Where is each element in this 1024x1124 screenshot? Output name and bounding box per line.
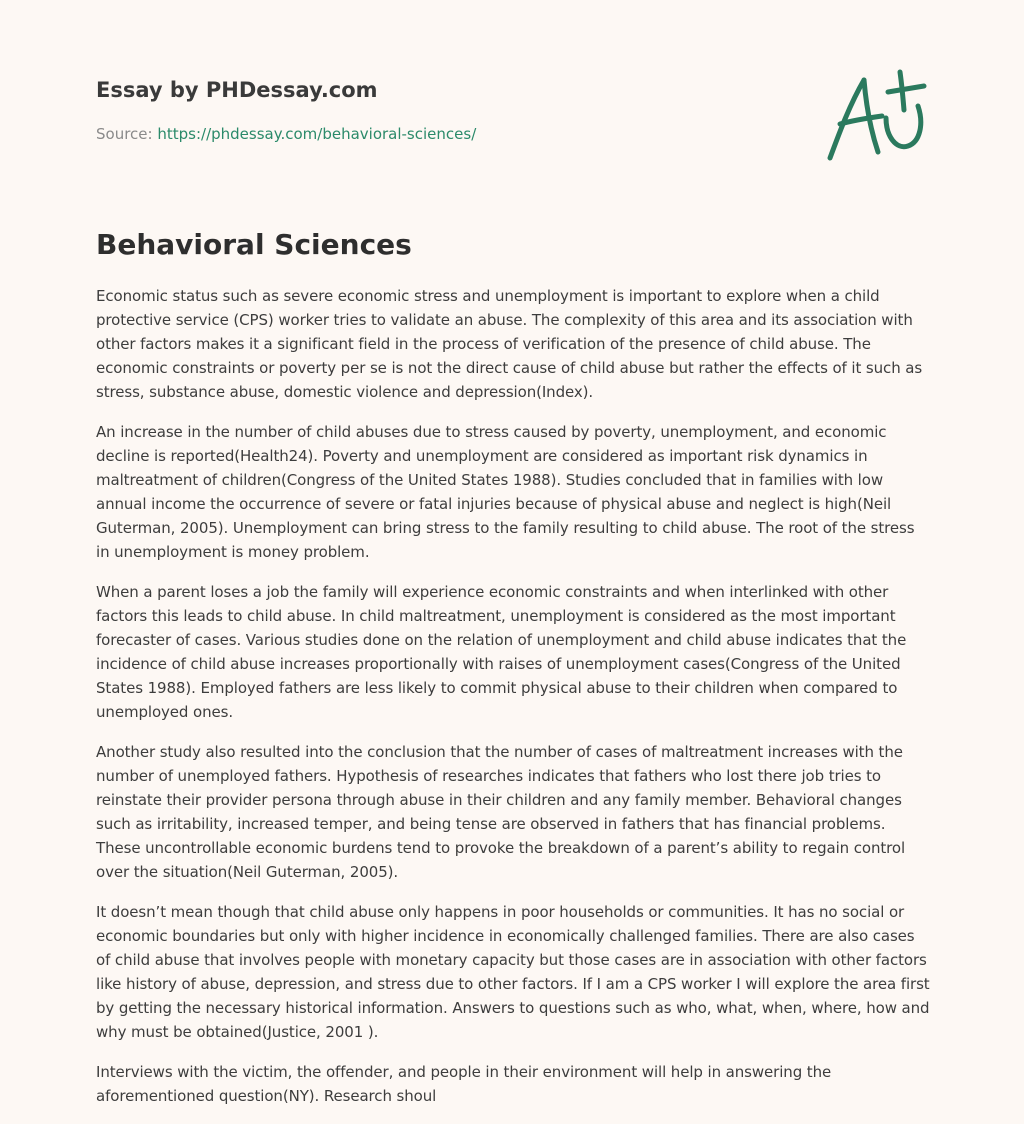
article-paragraph: An increase in the number of child abuses due to stress caused by poverty, unemployment, and economic decline is reported(Health24). Poverty and unemployment are considered as important risk dynamics in maltreatment of children(Congress of the United States 1988). Studies concluded that in families with low annual income the occurrence of severe or fatal injuries because of physical abuse and neglect is high(Neil Guterman, 2005). Unemployment can bring stress to the family resulting to child abuse. The root of the stress in unemployment is money problem. (96, 423, 915, 561)
source-link[interactable]: https://phdessay.com/behavioral-sciences/ (157, 125, 477, 143)
article-title: Behavioral Sciences (96, 228, 412, 261)
page-header (96, 76, 696, 144)
a-plus-logo-graphic (820, 66, 930, 166)
a-plus-logo-icon (820, 66, 930, 166)
article-paragraph: It doesn’t mean though that child abuse only happens in poor households or communities. It has no social or economic boundaries but only with higher incidence in economically challenged families. There are also cases of child abuse that involves people with monetary capacity but those cases are in association with other factors like history of abuse, depression, and stress due to other factors. If I am a CPS worker I will explore the area first by getting the necessary historical information. Answers to questions such as who, what, when, where, how and why must be obtained(Justice, 2001 ). (96, 903, 930, 1041)
article-body (96, 284, 932, 1124)
site-brand: Essay by PHDessay.com (96, 78, 378, 102)
article-paragraph: Another study also resulted into the conclusion that the number of cases of maltreatment increases with the number of unemployed fathers. Hypothesis of researches indicates that fathers who lost there job tries to reinstate their provider persona through abuse in their children and any family member. Behavioral changes such as irritability, increased temper, and being tense are observed in fathers that has financial problems. These uncontrollable economic burdens tend to provoke the breakdown of a parent’s ability to regain control over the situation(Neil Guterman, 2005). (96, 743, 906, 881)
source-label: Source: (96, 125, 153, 143)
article-paragraph: Economic status such as severe economic stress and unemployment is important to explore when a child protective service (CPS) worker tries to validate an abuse. The complexity of this area and its association with other factors makes it a significant field in the process of verification of the presence of child abuse. The economic constraints or poverty per se is not the direct cause of child abuse but rather the effects of it such as stress, substance abuse, domestic violence and depression(Index). (96, 287, 923, 401)
article-paragraph: Interviews with the victim, the offender, and people in their environment will help in answering the aforementioned question(NY). Research shoul (96, 1063, 832, 1105)
source-line (96, 124, 696, 144)
article-paragraph: When a parent loses a job the family will experience economic constraints and when interlinked with other factors this leads to child abuse. In child maltreatment, unemployment is considered as the most important forecaster of cases. Various studies done on the relation of unemployment and child abuse indicates that the incidence of child abuse increases proportionally with raises of unemployment cases(Congress of the United States 1988). Employed fathers are less likely to commit physical abuse to their children when compared to unemployed ones. (96, 583, 907, 721)
